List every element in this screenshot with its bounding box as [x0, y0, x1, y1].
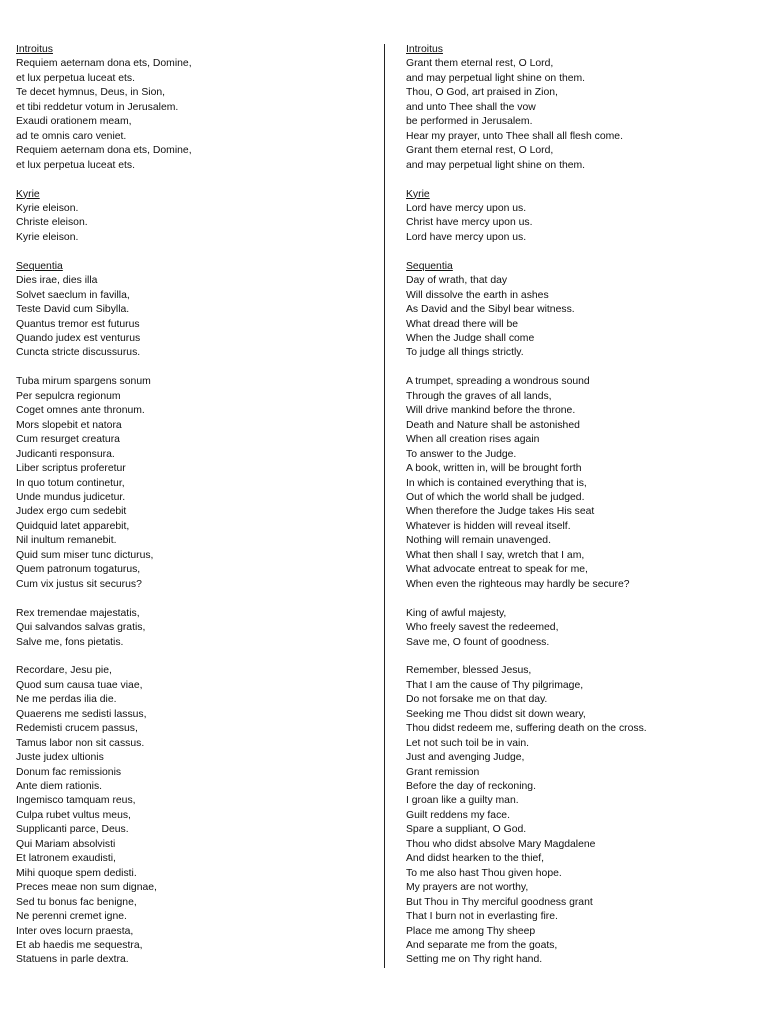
english-text-line: Thou, O God, art praised in Zion,: [406, 87, 558, 99]
english-text-line: Lord have mercy upon us.: [406, 202, 527, 214]
latin-text-line: Judicanti responsura.: [16, 448, 115, 460]
latin-text-line: Cum resurget creatura: [16, 434, 120, 446]
latin-text-line: Preces meae non sum dignae,: [16, 882, 157, 894]
latin-text-line: Rex tremendae majestatis,: [16, 607, 140, 619]
latin-text-line: Cuncta stricte discussurus.: [16, 347, 141, 359]
latin-text-line: Qui salvandos salvas gratis,: [16, 622, 146, 634]
latin-text-line: Quidquid latet apparebit,: [16, 520, 130, 532]
english-text-line: When the Judge shall come: [406, 333, 535, 345]
latin-text-line: Et ab haedis me sequestra,: [16, 940, 143, 952]
english-text-line: That I burn not in everlasting fire.: [406, 911, 558, 923]
latin-text-line: Requiem aeternam dona ets, Domine,: [16, 58, 192, 70]
latin-section-heading: Sequentia: [16, 260, 63, 272]
english-text-line: and may perpetual light shine on them.: [406, 159, 586, 171]
latin-column: [16, 43, 366, 968]
english-section: [406, 375, 756, 592]
english-section: [406, 607, 756, 650]
english-text-line: Before the day of reckoning.: [406, 781, 536, 793]
latin-text-line: Quando judex est venturus: [16, 333, 141, 345]
latin-section: [16, 260, 366, 361]
latin-text-line: Quid sum miser tunc dicturus,: [16, 549, 154, 561]
english-text-line: Spare a suppliant, O God.: [406, 824, 527, 836]
english-text-line: Grant them eternal rest, O Lord,: [406, 145, 554, 157]
latin-text-line: Judex ergo cum sedebit: [16, 506, 127, 518]
latin-text-line: Unde mundus judicetur.: [16, 492, 126, 503]
latin-text-line: Redemisti crucem passus,: [16, 723, 138, 735]
latin-text-line: Quantus tremor est futurus: [16, 318, 140, 330]
english-text-line: and unto Thee shall the vow: [406, 101, 536, 113]
latin-text-line: Te decet hymnus, Deus, in Sion,: [16, 87, 166, 99]
latin-text-line: Sed tu bonus fac benigne,: [16, 896, 137, 908]
latin-text-line: Dies irae, dies illa: [16, 275, 98, 287]
latin-text-line: Requiem aeternam dona ets, Domine,: [16, 145, 192, 157]
latin-text-line: Salve me, fons pietatis.: [16, 636, 124, 648]
english-text-line: And didst hearken to the thief,: [406, 853, 545, 865]
english-text-line: To me also hast Thou given hope.: [406, 867, 562, 879]
english-text-line: Guilt reddens my face.: [406, 809, 510, 821]
english-text-line: Christ have mercy upon us.: [406, 217, 533, 229]
latin-text-line: Quod sum causa tuae viae,: [16, 679, 143, 691]
latin-section: [16, 664, 366, 968]
english-text-line: A trumpet, spreading a wondrous sound: [406, 376, 590, 388]
english-text-line: And separate me from the goats,: [406, 940, 558, 952]
latin-text-line: Cum vix justus sit securus?: [16, 578, 142, 590]
latin-text-line: Nil inultum remanebit.: [16, 535, 117, 547]
latin-text-line: Qui Mariam absolvisti: [16, 838, 116, 850]
english-section: [406, 664, 756, 968]
english-section-heading: Sequentia: [406, 260, 453, 272]
latin-text-line: Mihi quoque spem dedisti.: [16, 867, 137, 879]
latin-text-line: Supplicanti parce, Deus.: [16, 824, 129, 836]
english-text-line: As David and the Sibyl bear witness.: [406, 304, 575, 316]
latin-text-line: Juste judex ultionis: [16, 752, 104, 764]
latin-text-line: Ante diem rationis.: [16, 781, 103, 793]
latin-text-line: Culpa rubet vultus meus,: [16, 809, 131, 821]
latin-text-line: et lux perpetua luceat ets.: [16, 72, 135, 84]
english-section-heading: Kyrie: [406, 188, 430, 200]
english-text-line: In which is contained everything that is,: [406, 477, 587, 489]
latin-text-line: ad te omnis caro veniet.: [16, 130, 127, 142]
english-text-line: Death and Nature shall be astonished: [406, 419, 580, 431]
latin-text-line: Per sepulcra regionum: [16, 390, 121, 402]
english-text-line: What then shall I say, wretch that I am,: [406, 549, 585, 561]
english-text-line: Out of which the world shall be judged.: [406, 492, 585, 503]
column-divider: [384, 44, 385, 968]
english-text-line: Will dissolve the earth in ashes: [406, 289, 549, 301]
english-text-line: Nothing will remain unavenged.: [406, 535, 551, 547]
latin-text-line: Tuba mirum spargens sonum: [16, 376, 151, 388]
latin-text-line: Tamus labor non sit cassus.: [16, 737, 145, 749]
latin-section: [16, 188, 366, 246]
english-text-line: Whatever is hidden will reveal itself.: [406, 520, 571, 532]
latin-text-line: Solvet saeclum in favilla,: [16, 289, 130, 301]
latin-text-line: Teste David cum Sibylla.: [16, 304, 130, 316]
english-text-line: What dread there will be: [406, 318, 519, 330]
latin-section: [16, 375, 366, 592]
english-section: [406, 260, 756, 361]
english-text-line: A book, written in, will be brought forth: [406, 463, 582, 475]
english-text-line: What advocate entreat to speak for me,: [406, 564, 588, 576]
latin-text-line: Recordare, Jesu pie,: [16, 665, 112, 677]
latin-text-line: Mors slopebit et natora: [16, 419, 122, 431]
english-text-line: Will drive mankind before the throne.: [406, 405, 576, 417]
english-text-line: When even the righteous may hardly be secure?: [406, 578, 630, 590]
latin-text-line: Donum fac remissionis: [16, 766, 122, 778]
english-text-line: Seeking me Thou didst sit down weary,: [406, 708, 586, 720]
english-text-line: Remember, blessed Jesus,: [406, 665, 532, 677]
english-text-line: be performed in Jerusalem.: [406, 116, 533, 128]
english-text-line: Place me among Thy sheep: [406, 925, 536, 937]
latin-text-line: Kyrie eleison.: [16, 202, 79, 214]
english-text-line: But Thou in Thy merciful goodness grant: [406, 896, 593, 908]
latin-section: [16, 43, 366, 173]
latin-text-line: Ne perenni cremet igne.: [16, 911, 127, 923]
latin-text-line: Ingemisco tamquam reus,: [16, 795, 136, 807]
english-text-line: Grant remission: [406, 766, 480, 778]
english-text-line: My prayers are not worthy,: [406, 882, 529, 894]
english-text-line: Lord have mercy upon us.: [406, 231, 527, 243]
latin-text-line: Et latronem exaudisti,: [16, 853, 116, 865]
latin-section-heading: Kyrie: [16, 188, 40, 200]
english-text-line: Hear my prayer, unto Thee shall all flesh come.: [406, 130, 623, 142]
latin-text-line: Quaerens me sedisti lassus,: [16, 708, 147, 720]
latin-text-line: Exaudi orationem meam,: [16, 116, 132, 128]
english-text-line: Just and avenging Judge,: [406, 752, 525, 764]
latin-text-line: Statuens in parle dextra.: [16, 954, 129, 966]
latin-text-line: Inter oves locurn praesta,: [16, 925, 134, 937]
latin-text-line: Kyrie eleison.: [16, 231, 79, 243]
english-text-line: To answer to the Judge.: [406, 448, 517, 460]
english-section: [406, 43, 756, 173]
latin-text-line: Coget omnes ante thronum.: [16, 405, 145, 417]
english-text-line: Do not forsake me on that day.: [406, 694, 548, 706]
latin-text-line: et lux perpetua luceat ets.: [16, 159, 135, 171]
english-text-line: To judge all things strictly.: [406, 347, 524, 359]
latin-text-line: Christe eleison.: [16, 217, 88, 229]
english-section: [406, 188, 756, 246]
latin-text-line: In quo totum continetur,: [16, 477, 125, 489]
latin-text-line: et tibi reddetur votum in Jerusalem.: [16, 101, 179, 113]
english-text-line: Day of wrath, that day: [406, 275, 508, 287]
latin-text-line: Ne me perdas ilia die.: [16, 694, 117, 706]
english-text-line: Save me, O fount of goodness.: [406, 636, 550, 648]
english-text-line: Through the graves of all lands,: [406, 390, 552, 402]
english-text-line: Thou didst redeem me, suffering death on the cross.: [406, 723, 647, 735]
english-text-line: When therefore the Judge takes His seat: [406, 506, 595, 518]
english-text-line: Thou who didst absolve Mary Magdalene: [406, 838, 596, 850]
english-column: [406, 43, 756, 968]
english-text-line: I groan like a guilty man.: [406, 795, 519, 807]
latin-text-line: Liber scriptus proferetur: [16, 463, 126, 475]
latin-section: [16, 607, 366, 650]
english-text-line: Let not such toil be in vain.: [406, 737, 530, 749]
english-text-line: Who freely savest the redeemed,: [406, 622, 559, 634]
english-text-line: Grant them eternal rest, O Lord,: [406, 58, 554, 70]
english-text-line: Setting me on Thy right hand.: [406, 954, 543, 966]
english-section-heading: Introitus: [406, 44, 443, 55]
english-text-line: When all creation rises again: [406, 434, 540, 446]
english-text-line: King of awful majesty,: [406, 607, 507, 619]
english-text-line: That I am the cause of Thy pilgrimage,: [406, 679, 584, 691]
english-text-line: and may perpetual light shine on them.: [406, 72, 586, 84]
latin-text-line: Quem patronum togaturus,: [16, 564, 141, 576]
latin-section-heading: Introitus: [16, 44, 53, 55]
